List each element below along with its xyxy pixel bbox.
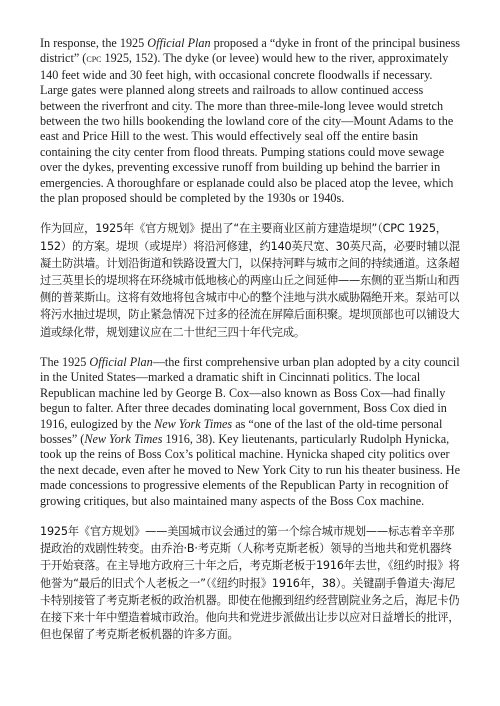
text-segment: as “one of the last of the old-time personal bosses” ( — [40, 416, 443, 446]
text-segment: proposed a “dyke in front of the principal business district” ( — [40, 36, 461, 66]
paragraph-english-levee — [40, 36, 462, 206]
text-segment: 1916, 38). Key lieutenants, particularly Rudolph Hynicka, took up the reins of Boss Cox’s political machine. Hynicka shaped city politics over the next decade, even after he moved to New York City to run his theater business. He made concessions to progressive elements of the Republican Party in recognition of growing critiques, but also maintained many aspects of the Boss Cox machine. — [40, 431, 461, 508]
italic-title-official-plan: Official Plan — [89, 354, 153, 369]
text-segment: 1925, 152). The dyke (or levee) would hew to the river, approximately 140 feet wide and 30 feet high, with occasional concrete floodwalls if necessary. Large gates were planned along streets and railroads to allow continued access between the riverfront and city. The more than three-mile-long levee would stretch between the two hills bookending the lowland core of the city—Mount Adams to the east and Price Hill to the west. This would effectively seal off the entire basin containing the city center from flood threats. Pumping stations could move sewage over the dykes, preventing excessive runoff from building up behind the barrier in emergencies. A thoroughfare or esplanade could also be placed atop the levee, which the plan proposed should be completed by the 1930s or 1940s. — [40, 51, 454, 206]
paragraph-chinese-levee — [40, 220, 462, 340]
text-segment: 1925年《官方规划》——美国城市议会通过的第一个综合城市规划——标志着辛辛那提政治的戏剧性转变。由乔治·B·考克斯（人称考克斯老板）领导的当地共和党机器终于开始衰落。在主导地方政府三十年之后，考克斯老板于1916年去世，《纽约时报》将他誉为“最后的旧式个人老板之一”（《纽约时报》1916年，38）。关键副手鲁道夫·海尼卡特别接管了考克斯老板的政治机器。即使在他搬到纽约经营剧院业务之后，海尼卡仍在接下来十年中塑造着城市政治。他向共和党进步派做出让步以应对日益增长的批评，但也保留了考克斯老板机器的许多方面。 — [40, 524, 460, 642]
italic-title-official-plan: Official Plan — [147, 36, 211, 50]
document-page — [40, 36, 462, 643]
text-segment: —the first comprehensive urban plan adopted by a city council in the United States—marked a dramatic shift in Cincinnati politics. The local Republican machine led by George B. Cox—also known as Boss Cox—had finally begun to falter. After three decades dominating local government, Boss Cox died in 1916, eulogized by the — [40, 354, 460, 431]
paragraph-english-politics — [40, 355, 462, 509]
text-segment: 作为回应，1925年《官方规划》提出了“在主要商业区前方建造堤坝”（CPC 1925，152）的方案。堤坝（或堤岸）将沿河修建，约140英尺宽、30英尺高，必要时辅以混凝土防洪墙。计划沿街道和铁路设置大门，以保持河畔与城市之间的持续通道。这条超过三英里长的堤坝将在环绕城市低地核心的两座山丘之间延伸——东侧的亚当斯山和西侧的普莱斯山。这将有效地将包含城市中心的整个洼地与洪水威胁隔绝开来。泵站可以将污水抽过堤坝，防止紧急情况下过多的径流在屏障后面积聚。堤坝顶部也可以铺设大道或绿化带，规划建议应在二十世纪三四十年代完成。 — [40, 222, 460, 339]
smallcaps-citation: cpc — [86, 53, 102, 66]
italic-title-nyt: New York Times — [154, 416, 233, 431]
text-segment: The 1925 — [40, 354, 90, 369]
text-segment: In response, the 1925 — [40, 36, 148, 50]
italic-title-nyt: New York Times — [84, 431, 163, 446]
paragraph-chinese-politics — [40, 523, 462, 643]
